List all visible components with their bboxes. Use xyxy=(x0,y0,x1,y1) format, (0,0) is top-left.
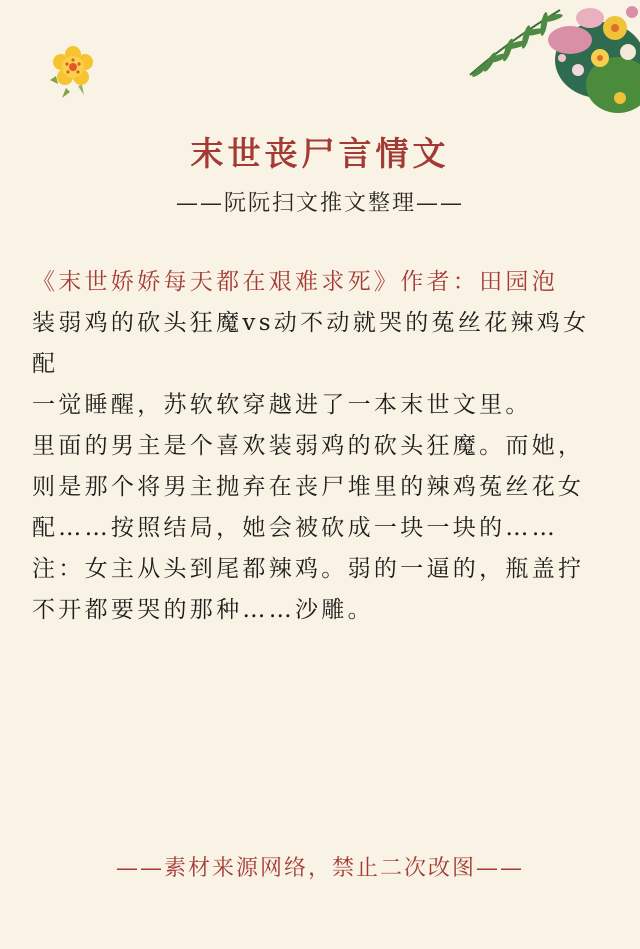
book-paragraph: 注：女主从头到尾都辣鸡。弱的一逼的，瓶盖拧不开都要哭的那种……沙雕。 xyxy=(32,556,585,623)
page-subtitle: ——阮阮扫文推文整理—— xyxy=(175,191,464,216)
book-tagline: 装弱鸡的砍头狂魔vs动不动就哭的菟丝花辣鸡女配 xyxy=(32,310,590,377)
book-paragraph: 里面的男主是个喜欢装弱鸡的砍头狂魔。而她，则是那个将男主抛弃在丧尸堆里的辣鸡菟丝花女配……按照结局，她会被砍成一块一块的…… xyxy=(32,433,585,541)
yellow-flower-icon xyxy=(44,40,100,100)
floral-leaves-decoration xyxy=(450,0,640,115)
article-body xyxy=(32,262,592,631)
book-title-author: 《末世娇娇每天都在艰难求死》作者：田园泡 xyxy=(32,269,558,295)
book-paragraph: 一觉睡醒，苏软软穿越进了一本末世文里。 xyxy=(32,392,532,418)
footer-note: ——素材来源网络，禁止二次改图—— xyxy=(115,856,524,881)
page-title: 末世丧尸言情文 xyxy=(190,134,450,173)
